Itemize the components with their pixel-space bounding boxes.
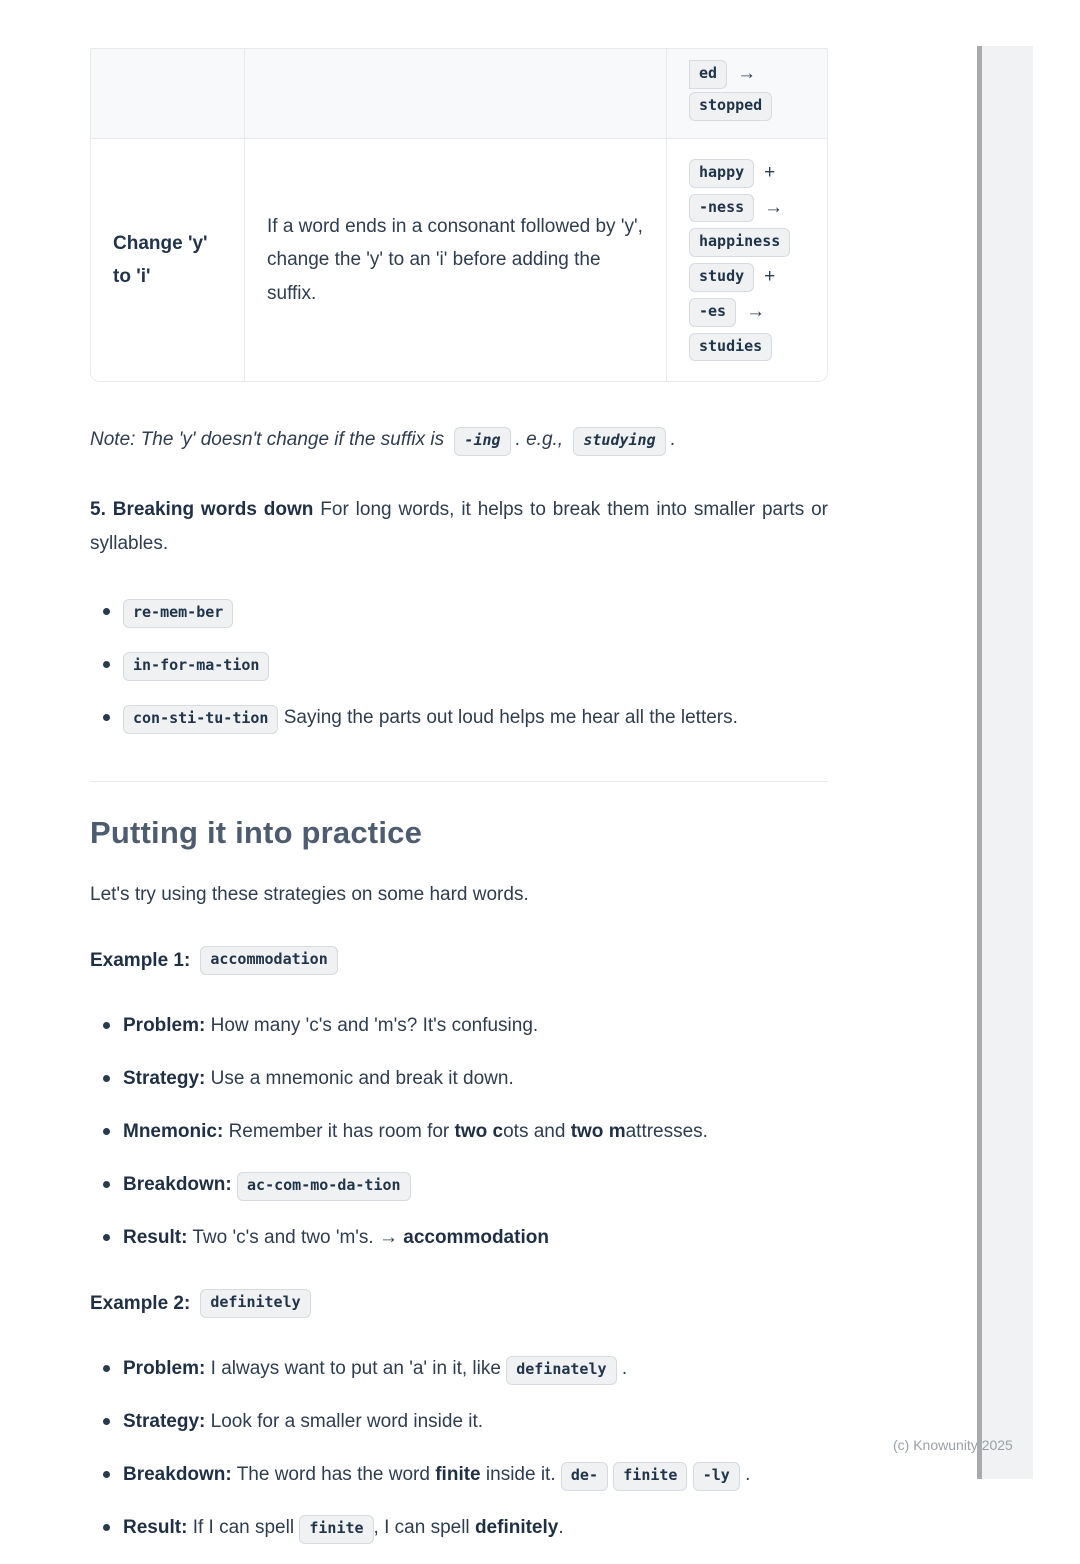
item-label: Problem: bbox=[123, 1015, 206, 1037]
example1-label: Example 1: bbox=[90, 949, 191, 971]
example2-heading bbox=[90, 1289, 828, 1318]
section-heading: Putting it into practice bbox=[90, 815, 423, 851]
code-chip: finite bbox=[299, 1515, 373, 1544]
table-cell-rule-description bbox=[244, 138, 666, 381]
item-label: Result: bbox=[123, 1227, 188, 1249]
item-text: . bbox=[621, 1358, 628, 1380]
list-item bbox=[90, 701, 828, 734]
item-label: Result: bbox=[123, 1517, 188, 1539]
rule-description-text: If a word ends in a consonant followed by 'y', change the 'y' to an 'i' before adding the suffix. bbox=[267, 216, 643, 304]
item-label: Problem: bbox=[123, 1358, 206, 1380]
item-text: Use a mnemonic and break it down. bbox=[210, 1068, 514, 1090]
example-chip-line bbox=[689, 194, 807, 223]
syllable-list bbox=[90, 595, 828, 734]
list-item bbox=[90, 1009, 828, 1042]
item-text: How many 'c's and 'm's? It's confusing. bbox=[210, 1015, 539, 1037]
item-label: Strategy: bbox=[123, 1068, 206, 1090]
code-chip: finite bbox=[613, 1462, 687, 1491]
code-chip: -ness bbox=[689, 194, 754, 223]
section5-text: For long words, it helps to break them into smaller parts or syllables. bbox=[90, 499, 829, 555]
code-chip: re-mem-ber bbox=[123, 599, 233, 628]
code-chip: definitely bbox=[200, 1289, 310, 1318]
table-cell-empty-description bbox=[244, 49, 666, 138]
bold-fragment: two c bbox=[454, 1121, 504, 1143]
example-chip-line bbox=[689, 92, 807, 121]
plus-symbol: + bbox=[764, 266, 776, 288]
example-chip-line bbox=[689, 159, 807, 188]
table-cell-rule-examples bbox=[666, 138, 828, 381]
list-item bbox=[90, 1115, 828, 1148]
note-part: Note: The 'y' doesn't change if the suffix is bbox=[90, 429, 445, 450]
list-item bbox=[90, 1221, 828, 1254]
suffix-rules-table bbox=[90, 48, 828, 382]
page-content bbox=[90, 0, 828, 1564]
code-chip: con-sti-tu-tion bbox=[123, 705, 278, 734]
example-chip-line bbox=[689, 298, 807, 327]
code-chip: study bbox=[689, 263, 754, 292]
code-chip: in-for-ma-tion bbox=[123, 652, 269, 681]
item-text: Remember it has room for bbox=[228, 1121, 455, 1143]
item-text: attresses. bbox=[625, 1121, 708, 1143]
intro-text: Let's try using these strategies on some hard words. bbox=[90, 884, 529, 906]
arrow-right-symbol: → bbox=[746, 301, 766, 323]
example-chip-line bbox=[689, 60, 807, 89]
list-item bbox=[90, 595, 828, 628]
arrow-right-symbol: → bbox=[764, 196, 784, 218]
item-text: Look for a smaller word inside it. bbox=[210, 1411, 484, 1433]
item-text: Two 'c's and two 'm's. → bbox=[192, 1227, 398, 1249]
item-label: Breakdown: bbox=[123, 1464, 232, 1486]
footer-copyright: (c) Knowunity 2025 bbox=[893, 1437, 1013, 1453]
list-item bbox=[90, 1405, 828, 1438]
table-cell-examples-continued bbox=[666, 49, 828, 138]
item-text: . bbox=[745, 1464, 751, 1486]
plus-symbol: + bbox=[764, 162, 776, 184]
example-chip-line bbox=[689, 228, 807, 257]
example1-heading bbox=[90, 946, 828, 975]
list-item bbox=[90, 1458, 828, 1491]
code-chip: happiness bbox=[689, 228, 790, 257]
bold-fragment: accommodation bbox=[403, 1227, 549, 1249]
table-cell-rule-term bbox=[91, 138, 244, 381]
item-text: If I can spell bbox=[192, 1517, 295, 1539]
code-chip: -ing bbox=[454, 427, 510, 456]
bold-fragment: definitely bbox=[474, 1517, 559, 1539]
list-item-text: Saying the parts out loud helps me hear all the letters. bbox=[283, 707, 738, 729]
list-item bbox=[90, 1062, 828, 1095]
code-chip: definately bbox=[506, 1356, 616, 1385]
note-part: . bbox=[670, 429, 676, 450]
rule-term-text: Change 'y' to 'i' bbox=[113, 232, 208, 287]
item-text: , I can spell bbox=[373, 1517, 470, 1539]
item-text: inside it. bbox=[485, 1464, 556, 1486]
example2-list bbox=[90, 1352, 828, 1544]
item-text: The word has the word bbox=[236, 1464, 430, 1486]
table-cell-empty-term bbox=[91, 49, 244, 138]
list-item bbox=[90, 648, 828, 681]
item-label: Mnemonic: bbox=[123, 1121, 224, 1143]
note-text bbox=[90, 423, 828, 457]
section5-title: 5. Breaking words down bbox=[90, 499, 314, 521]
code-chip: happy bbox=[689, 159, 754, 188]
list-item bbox=[90, 1168, 828, 1201]
item-label: Strategy: bbox=[123, 1411, 206, 1433]
example-chip-line bbox=[689, 333, 807, 362]
section5-paragraph bbox=[90, 493, 828, 561]
item-text: I always want to put an 'a' in it, like bbox=[210, 1358, 501, 1380]
list-item bbox=[90, 1352, 828, 1385]
page-scrollbar-track[interactable] bbox=[977, 46, 1033, 1479]
code-chip: ed bbox=[689, 60, 727, 89]
code-chip: studying bbox=[573, 427, 665, 456]
code-chip: stopped bbox=[689, 92, 772, 121]
bold-fragment: finite bbox=[435, 1464, 481, 1486]
code-chip: -es bbox=[689, 298, 736, 327]
arrow-right-symbol: → bbox=[737, 63, 757, 85]
code-chip: -ly bbox=[693, 1462, 740, 1491]
section-divider bbox=[90, 781, 828, 782]
code-chip: accommodation bbox=[200, 946, 337, 975]
item-text: . bbox=[558, 1517, 564, 1539]
note-part: . e.g., bbox=[515, 429, 564, 450]
example-chip-line bbox=[689, 263, 807, 292]
code-chip: studies bbox=[689, 333, 772, 362]
example2-label: Example 2: bbox=[90, 1292, 191, 1314]
code-chip: de- bbox=[561, 1462, 608, 1491]
item-text: ots and bbox=[503, 1121, 571, 1143]
code-chip: ac-com-mo-da-tion bbox=[237, 1172, 411, 1201]
item-label: Breakdown: bbox=[123, 1174, 232, 1196]
bold-fragment: two m bbox=[570, 1121, 626, 1143]
example1-list bbox=[90, 1009, 828, 1254]
